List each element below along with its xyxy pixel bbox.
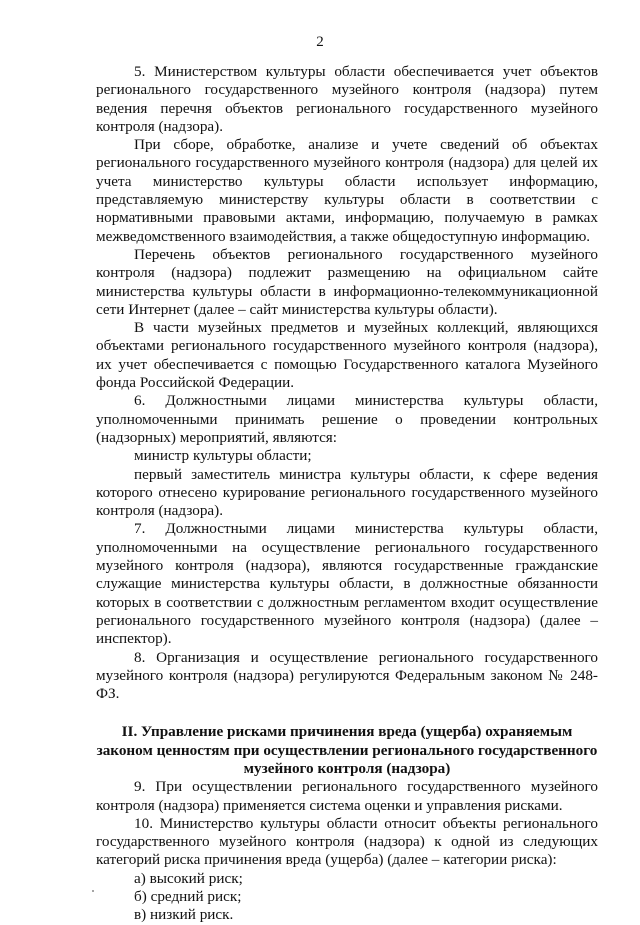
section-spacer [96, 703, 598, 723]
paragraph-6: 6. Должностными лицами министерства культуры области, уполномоченными принимать решение о проведении контрольных (надзорных) мероприятий, являются: [96, 392, 598, 446]
paragraph-8: 8. Организация и осуществление регионального государственного музейного контроля (надзора) регулируются Федеральным законом № 248-ФЗ. [96, 648, 598, 703]
risk-category-low: в) низкий риск. [134, 906, 234, 924]
document-body [96, 63, 598, 925]
scan-speck [92, 890, 94, 892]
paragraph-5: 5. Министерством культуры области обеспечивается учет объектов регионального государственного музейного контроля (надзора) путем ведения перечня объектов регионального государственного музейного контроля (надзора). [96, 63, 598, 135]
risk-category-medium: б) средний риск; [134, 888, 242, 906]
list-item-first-deputy: первый заместитель министра культуры области, к сфере ведения которого отнесено курирование регионального государственного музейного контроля (надзора). [96, 465, 598, 520]
page-number: 2 [316, 34, 324, 50]
section-heading: II. Управление рисками причинения вреда (ущерба) охраняемым законом ценностям при осуществлении регионального государственного музейного контроля (надзора) [96, 723, 598, 777]
paragraph-7: 7. Должностными лицами министерства культуры области, уполномоченными на осуществление регионального государственного музейного контроля (надзора), являются государственные гражданские служащие министерства культуры области, в должностные обязанности которых в соответствии с должностным регламентом входит осуществление регионального государственного музейного контроля (надзора) (далее – инспектор). [96, 520, 598, 648]
paragraph-collection-info: При сборе, обработке, анализе и учете сведений об объектах регионального государственного музейного контроля (надзора) для целей их учета министерство культуры области использует информацию, представляемую министерству культуры области в соответствии с нормативными правовыми актами, информацию, получаемую в рамках межведомственного взаимодействия, а также общедоступную информацию. [96, 136, 598, 245]
paragraph-list-publication: Перечень объектов регионального государственного музейного контроля (надзора) подлежит размещению на официальном сайте министерства культуры области в информационно-телекоммуникационной сети Интернет (далее – сайт министерства культуры области). [96, 245, 598, 318]
risk-category-high: а) высокий риск; [134, 869, 243, 887]
paragraph-9: 9. При осуществлении регионального государственного музейного контроля (надзора) применяется система оценки и управления рисками. [96, 778, 598, 814]
paragraph-museum-catalog: В части музейных предметов и музейных коллекций, являющихся объектами регионального государственного музейного контроля (надзора), их учет обеспечивается с помощью Государственного каталога Музейного фонда Российской Федерации. [96, 319, 598, 392]
paragraph-10: 10. Министерство культуры области относит объекты регионального государственного музейного контроля (надзора) к одной из следующих категорий риска причинения вреда (ущерба) (далее – категории риска): [96, 814, 598, 869]
list-item-minister: министр культуры области; [134, 447, 312, 465]
